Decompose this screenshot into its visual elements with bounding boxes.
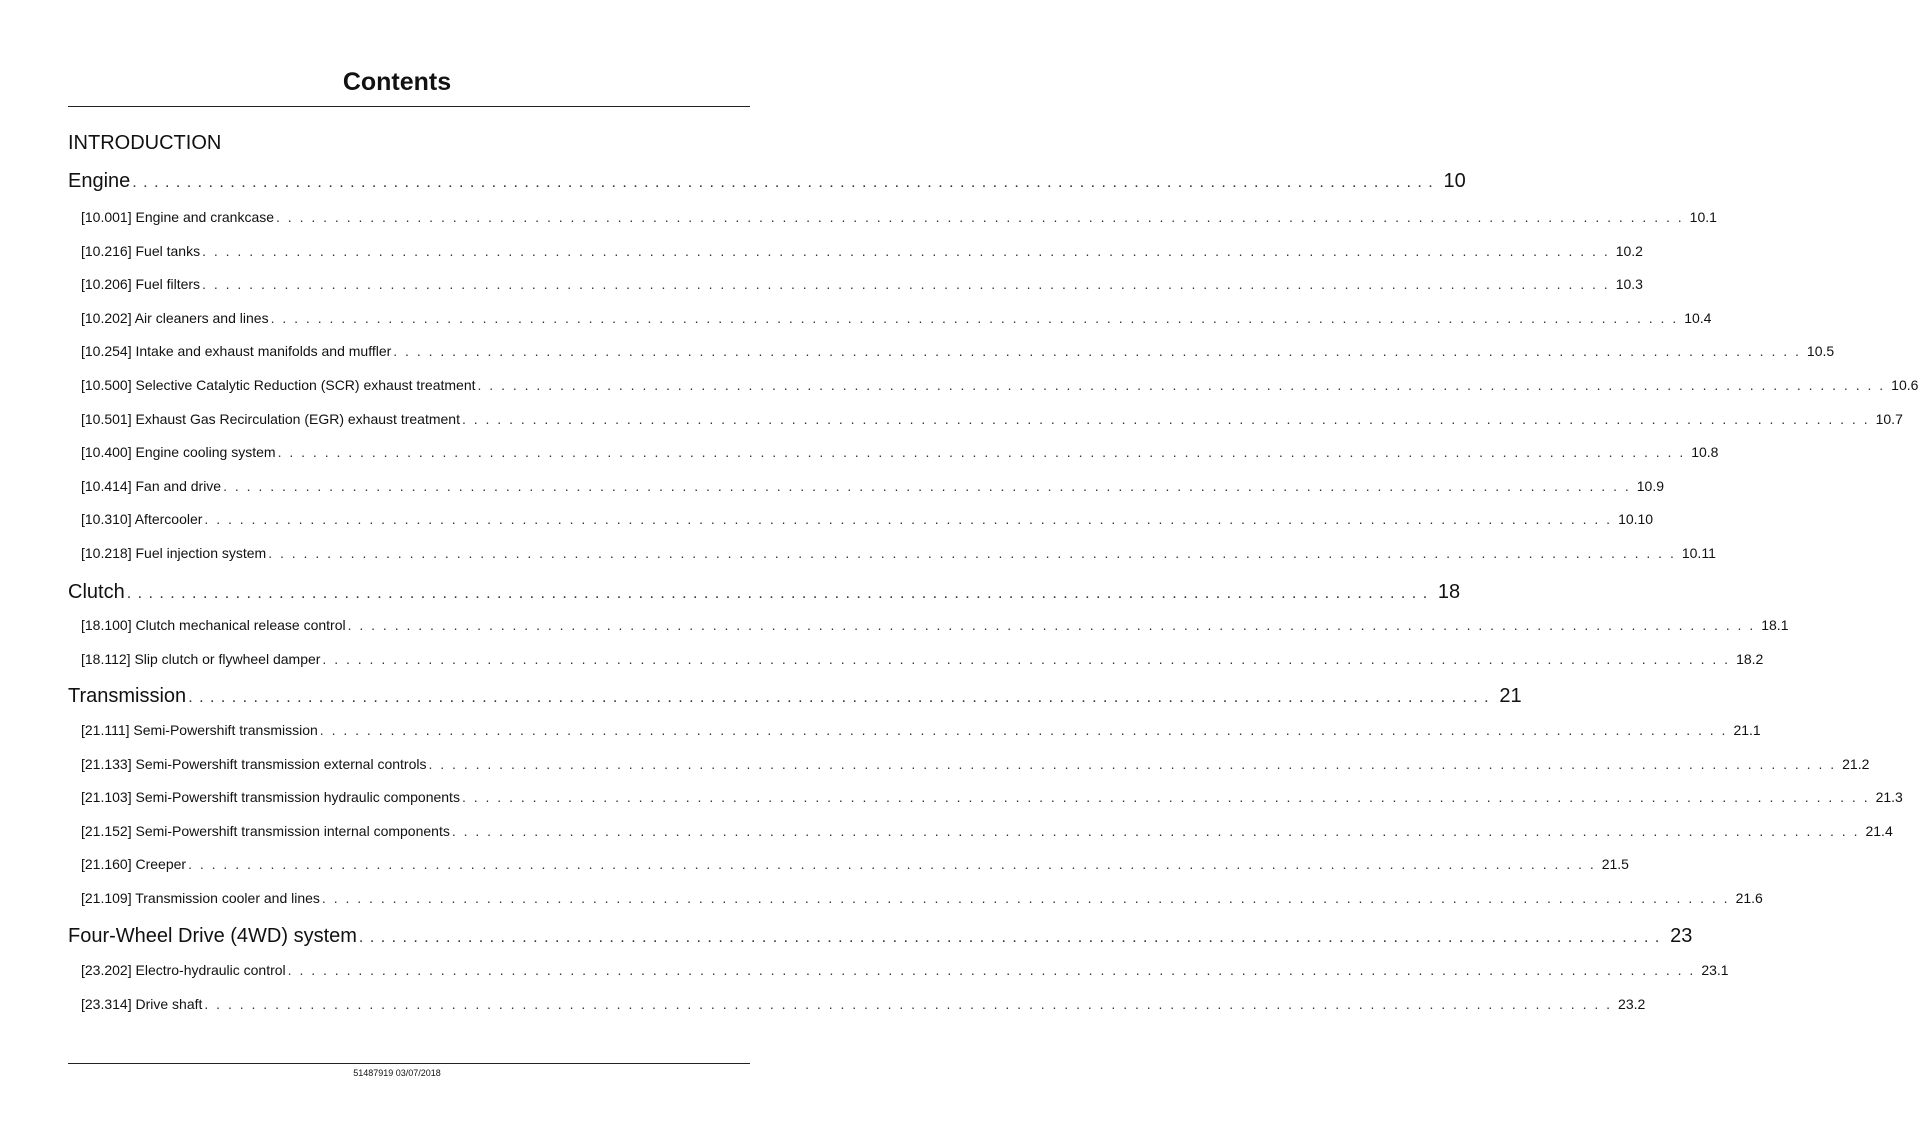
toc-subsection-page: 10.3 [1615, 276, 1643, 292]
toc-subsection-entry[interactable] [81, 543, 1716, 563]
toc-subsection-page: 23.2 [1618, 996, 1646, 1012]
toc-subsection-page: 21.3 [1875, 789, 1903, 805]
toc-subsection-entry[interactable] [81, 476, 1664, 496]
toc-subsection-entry[interactable] [81, 308, 1712, 328]
toc-subsection-page: 10.11 [1681, 545, 1716, 561]
toc-subsection-title: [21.133] Semi-Powershift transmission external controls [81, 756, 427, 772]
toc-subsection-title: [10.310] Aftercooler [81, 511, 203, 527]
dot-leader: . . . . . . . . . . . . . . . . . . . . . . . . . . . . . . . . . . . . . . . . . . . . . . . . . . . . . . . . . . . . . . . . . . . . . . . . . . . . . . . . . . . . . . . . . . . . . . . . . . . . . . . . . . . . . . . . . . . . . . . . [393, 343, 1801, 359]
dot-leader: . . . . . . . . . . . . . . . . . . . . . . . . . . . . . . . . . . . . . . . . . . . . . . . . . . . . . . . . . . . . . . . . . . . . . . . . . . . . . . . . . . . . . . . . . . . . . . . . . . . . . . . . . . . . . . . . . . . . . . . . [461, 789, 1870, 805]
toc-subsection-title: [23.314] Drive shaft [81, 996, 203, 1012]
toc-subsection-title: [18.100] Clutch mechanical release control [81, 617, 346, 633]
toc-subsection-entry[interactable] [81, 207, 1717, 227]
toc-subsection-entry[interactable] [81, 720, 1761, 740]
toc-subsection-page: 10.6 [1891, 377, 1918, 393]
toc-section-entry[interactable] [68, 682, 1522, 710]
toc-subsection-page: 21.4 [1865, 823, 1893, 839]
toc-subsection-entry[interactable] [81, 821, 1893, 841]
header-rule [68, 106, 750, 107]
footer-document-id: 51487919 03/07/2018 [353, 1068, 441, 1078]
dot-leader: . . . . . . . . . . . . . . . . . . . . . . . . . . . . . . . . . . . . . . . . . . . . . . . . . . . . . . . . . . . . . . . . . . . . . . . . . . . . . . . . . . . . . . . . . . . . . . . . . . . . . . . . . . . . . . . . . . . . . . . . [188, 856, 1596, 872]
dot-leader: . . . . . . . . . . . . . . . . . . . . . . . . . . . . . . . . . . . . . . . . . . . . . . . . . . . . . . . . . . . . . . . . . . . . . . . . . . . . . . . . . . . . . . . . . . . . . . . . . . . . . . . . . . . . . . . . . . . . . . . . [202, 276, 1610, 292]
toc-subsection-entry[interactable] [81, 442, 1719, 462]
dot-leader: . . . . . . . . . . . . . . . . . . . . . . . . . . . . . . . . . . . . . . . . . . . . . . . . . . . . . . . . . . . . . . . . . . . . . . . . . . . . . . . . . . . . . . . . . . . . . . . . . . . . . . . . . . . . . . . . . . . . . . . . [126, 585, 1429, 602]
toc-subsection-title: [21.109] Transmission cooler and lines [81, 890, 320, 906]
toc-subsection-entry[interactable] [81, 754, 1870, 774]
toc-section-page: 21 [1499, 685, 1522, 707]
toc-subsection-title: [10.501] Exhaust Gas Recirculation (EGR) exhaust treatment [81, 411, 460, 427]
dot-leader: . . . . . . . . . . . . . . . . . . . . . . . . . . . . . . . . . . . . . . . . . . . . . . . . . . . . . . . . . . . . . . . . . . . . . . . . . . . . . . . . . . . . . . . . . . . . . . . . . . . . . . . . . . . . . . . . . . . . . . . . [321, 890, 1730, 906]
toc-subsection-title: [10.400] Engine cooling system [81, 444, 276, 460]
toc-subsection-page: 10.10 [1618, 511, 1654, 527]
toc-subsection-page: 10.4 [1684, 310, 1712, 326]
toc-subsection-title: [10.206] Fuel filters [81, 276, 201, 292]
toc-subsection-entry[interactable] [81, 649, 1764, 669]
toc-subsection-entry[interactable] [81, 274, 1643, 294]
toc-subsection-title: [10.202] Air cleaners and lines [81, 310, 269, 326]
footer-rule [68, 1063, 750, 1064]
toc-subsection-entry[interactable] [81, 241, 1643, 261]
toc-subsection-title: [10.414] Fan and drive [81, 478, 222, 494]
toc-subsection-title: [21.103] Semi-Powershift transmission hydraulic components [81, 789, 460, 805]
toc-subsection-page: 23.1 [1701, 962, 1729, 978]
toc-subsection-entry[interactable] [81, 375, 1918, 395]
toc-section-page: 10 [1443, 170, 1466, 192]
part-heading: INTRODUCTION [68, 132, 222, 154]
toc-subsection-page: 21.1 [1733, 722, 1761, 738]
toc-subsection-entry[interactable] [81, 409, 1903, 429]
toc-section-page: 23 [1670, 925, 1693, 947]
toc-subsection-title: [21.160] Creeper [81, 856, 187, 872]
dot-leader: . . . . . . . . . . . . . . . . . . . . . . . . . . . . . . . . . . . . . . . . . . . . . . . . . . . . . . . . . . . . . . . . . . . . . . . . . . . . . . . . . . . . . . . . . . . . . . . . . . . . . . . . . . . . . . . . . . . . . . . . [202, 243, 1610, 259]
toc-subsection-title: [21.152] Semi-Powershift transmission internal components [81, 823, 450, 839]
dot-leader: . . . . . . . . . . . . . . . . . . . . . . . . . . . . . . . . . . . . . . . . . . . . . . . . . . . . . . . . . . . . . . . . . . . . . . . . . . . . . . . . . . . . . . . . . . . . . . . . . . . . . . . . . . . . . . . . . . . . . . . . [204, 511, 1613, 527]
toc-section-entry[interactable] [68, 167, 1466, 195]
dot-leader: . . . . . . . . . . . . . . . . . . . . . . . . . . . . . . . . . . . . . . . . . . . . . . . . . . . . . . . . . . . . . . . . . . . . . . . . . . . . . . . . . . . . . . . . . . . . . . . . . . . . . . . . . . . . . . . . . . . . . . . . [132, 174, 1434, 191]
dot-leader: . . . . . . . . . . . . . . . . . . . . . . . . . . . . . . . . . . . . . . . . . . . . . . . . . . . . . . . . . . . . . . . . . . . . . . . . . . . . . . . . . . . . . . . . . . . . . . . . . . . . . . . . . . . . . . . . . . . . . . . . [451, 823, 1860, 839]
toc-section-entry[interactable] [68, 578, 1461, 606]
toc-subsection-title: [10.216] Fuel tanks [81, 243, 201, 259]
dot-leader: . . . . . . . . . . . . . . . . . . . . . . . . . . . . . . . . . . . . . . . . . . . . . . . . . . . . . . . . . . . . . . . . . . . . . . . . . . . . . . . . . . . . . . . . . . . . . . . . . . . . . . . . . . . . . . . . . . . . . . . . [319, 722, 1728, 738]
toc-subsection-page: 21.5 [1601, 856, 1629, 872]
toc-subsection-title: [10.001] Engine and crankcase [81, 209, 275, 225]
dot-leader: . . . . . . . . . . . . . . . . . . . . . . . . . . . . . . . . . . . . . . . . . . . . . . . . . . . . . . . . . . . . . . . . . . . . . . . . . . . . . . . . . . . . . . . . . . . . . . . . . . . . . . . . . . . . . . . . . . . . . . . . [268, 545, 1676, 561]
toc-subsection-title: [18.112] Slip clutch or flywheel damper [81, 651, 321, 667]
dot-leader: . . . . . . . . . . . . . . . . . . . . . . . . . . . . . . . . . . . . . . . . . . . . . . . . . . . . . . . . . . . . . . . . . . . . . . . . . . . . . . . . . . . . . . . . . . . . . . . . . . . . . . . . . . . . . . . . . . . . . . . . [461, 411, 1870, 427]
toc-subsection-title: [10.218] Fuel injection system [81, 545, 267, 561]
toc-subsection-page: 10.1 [1689, 209, 1717, 225]
toc-subsection-entry[interactable] [81, 615, 1789, 635]
dot-leader: . . . . . . . . . . . . . . . . . . . . . . . . . . . . . . . . . . . . . . . . . . . . . . . . . . . . . . . . . . . . . . . . . . . . . . . . . . . . . . . . . . . . . . . . . . . . . . . . . . . . . . . . . . . . . . . . . . . . . . . . [322, 651, 1731, 667]
toc-subsection-entry[interactable] [81, 787, 1903, 807]
toc-subsection-entry[interactable] [81, 994, 1646, 1014]
toc-section-entry[interactable] [68, 922, 1693, 950]
toc-subsection-title: [10.500] Selective Catalytic Reduction (SCR) exhaust treatment [81, 377, 476, 393]
dot-leader: . . . . . . . . . . . . . . . . . . . . . . . . . . . . . . . . . . . . . . . . . . . . . . . . . . . . . . . . . . . . . . . . . . . . . . . . . . . . . . . . . . . . . . . . . . . . . . . . . . . . . . . . . . . . . . . . . . . . . . . . [277, 444, 1686, 460]
toc-section-title: Engine [68, 170, 131, 192]
dot-leader: . . . . . . . . . . . . . . . . . . . . . . . . . . . . . . . . . . . . . . . . . . . . . . . . . . . . . . . . . . . . . . . . . . . . . . . . . . . . . . . . . . . . . . . . . . . . . . . . . . . . . . . . . . . . . . . . . . . . . . . . [223, 478, 1631, 494]
toc-subsection-entry[interactable] [81, 888, 1763, 908]
toc-section-page: 18 [1437, 581, 1461, 603]
toc-subsection-page: 21.2 [1842, 756, 1870, 772]
toc-subsection-title: [10.254] Intake and exhaust manifolds and muffler [81, 343, 392, 359]
toc-subsection-title: [23.202] Electro-hydraulic control [81, 962, 286, 978]
toc-subsection-page: 21.6 [1735, 890, 1763, 906]
toc-subsection-entry[interactable] [81, 854, 1629, 874]
toc-subsection-entry[interactable] [81, 509, 1654, 529]
toc-subsection-page: 10.2 [1615, 243, 1643, 259]
dot-leader: . . . . . . . . . . . . . . . . . . . . . . . . . . . . . . . . . . . . . . . . . . . . . . . . . . . . . . . . . . . . . . . . . . . . . . . . . . . . . . . . . . . . . . . . . . . . . . . . . . . . . . . . . . . . . . . . . . . . . . . . [276, 209, 1684, 225]
dot-leader: . . . . . . . . . . . . . . . . . . . . . . . . . . . . . . . . . . . . . . . . . . . . . . . . . . . . . . . . . . . . . . . . . . . . . . . . . . . . . . . . . . . . . . . . . . . . . . . . . . . . . . . . . . . . . . . . . . . . . . . . [358, 929, 1661, 946]
toc-subsection-title: [21.111] Semi-Powershift transmission [81, 722, 318, 738]
toc-subsection-page: 10.5 [1806, 343, 1835, 359]
dot-leader: . . . . . . . . . . . . . . . . . . . . . . . . . . . . . . . . . . . . . . . . . . . . . . . . . . . . . . . . . . . . . . . . . . . . . . . . . . . . . . . . . . . . . . . . . . . . . . . . . . . . . . . . . . . . . . . . . . . . . . . . [347, 617, 1756, 633]
dot-leader: . . . . . . . . . . . . . . . . . . . . . . . . . . . . . . . . . . . . . . . . . . . . . . . . . . . . . . . . . . . . . . . . . . . . . . . . . . . . . . . . . . . . . . . . . . . . . . . . . . . . . . . . . . . . . . . . . . . . . . . . [428, 756, 1837, 772]
dot-leader: . . . . . . . . . . . . . . . . . . . . . . . . . . . . . . . . . . . . . . . . . . . . . . . . . . . . . . . . . . . . . . . . . . . . . . . . . . . . . . . . . . . . . . . . . . . . . . . . . . . . . . . . . . . . . . . . . . . . . . . . [287, 962, 1696, 978]
toc-subsection-page: 18.1 [1761, 617, 1789, 633]
dot-leader: . . . . . . . . . . . . . . . . . . . . . . . . . . . . . . . . . . . . . . . . . . . . . . . . . . . . . . . . . . . . . . . . . . . . . . . . . . . . . . . . . . . . . . . . . . . . . . . . . . . . . . . . . . . . . . . . . . . . . . . . [477, 377, 1886, 393]
toc-section-title: Clutch [68, 581, 125, 603]
page-title: Contents [342, 68, 452, 96]
toc-section-title: Transmission [68, 685, 187, 707]
dot-leader: . . . . . . . . . . . . . . . . . . . . . . . . . . . . . . . . . . . . . . . . . . . . . . . . . . . . . . . . . . . . . . . . . . . . . . . . . . . . . . . . . . . . . . . . . . . . . . . . . . . . . . . . . . . . . . . . . . . . . . . . [270, 310, 1679, 326]
toc-subsection-page: 18.2 [1736, 651, 1764, 667]
toc-subsection-page: 10.8 [1691, 444, 1719, 460]
toc-section-title: Four-Wheel Drive (4WD) system [68, 925, 357, 947]
toc-subsection-page: 10.7 [1875, 411, 1903, 427]
dot-leader: . . . . . . . . . . . . . . . . . . . . . . . . . . . . . . . . . . . . . . . . . . . . . . . . . . . . . . . . . . . . . . . . . . . . . . . . . . . . . . . . . . . . . . . . . . . . . . . . . . . . . . . . . . . . . . . . . . . . . . . . [204, 996, 1613, 1012]
toc-subsection-entry[interactable] [81, 960, 1729, 980]
toc-subsection-entry[interactable] [81, 341, 1835, 361]
dot-leader: . . . . . . . . . . . . . . . . . . . . . . . . . . . . . . . . . . . . . . . . . . . . . . . . . . . . . . . . . . . . . . . . . . . . . . . . . . . . . . . . . . . . . . . . . . . . . . . . . . . . . . . . . . . . . . . . . . . . . . . . [188, 689, 1490, 706]
toc-subsection-page: 10.9 [1636, 478, 1664, 494]
